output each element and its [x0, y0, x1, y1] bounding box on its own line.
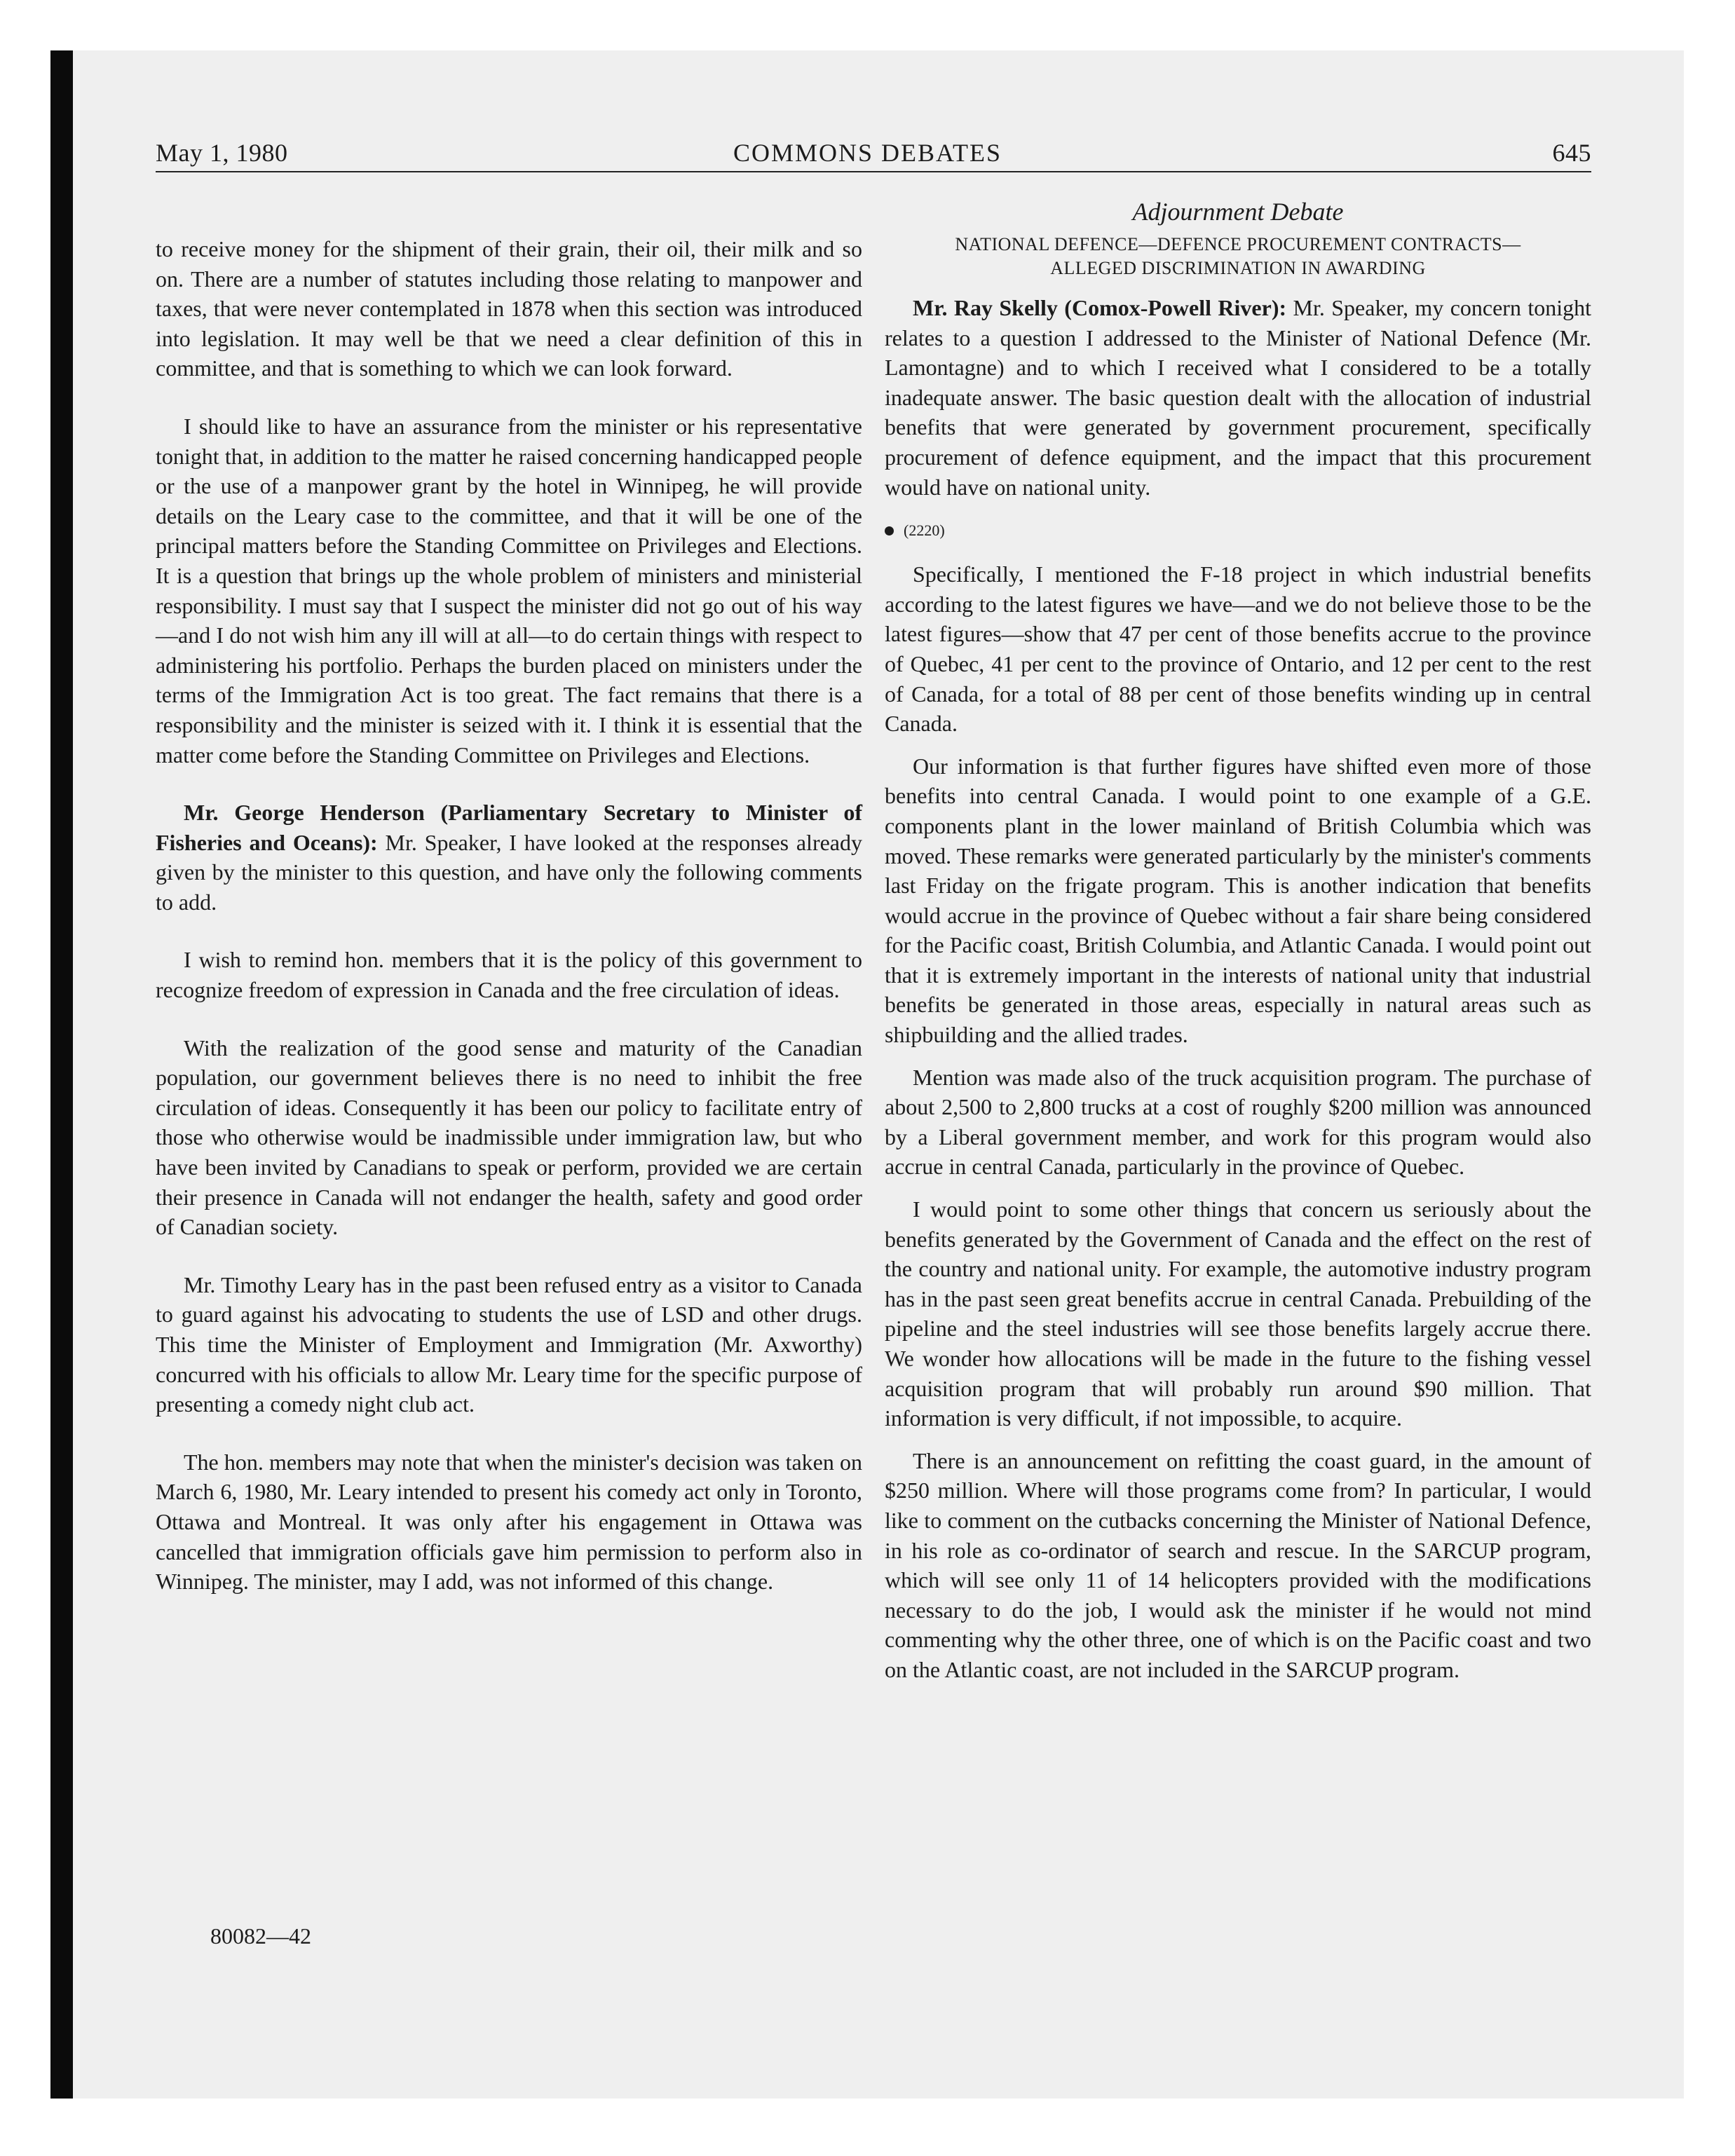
paragraph: Mention was made also of the truck acquisition program. The purchase of about 2,500 to 2,800 trucks at a cost of roughly $200 million was announced by a Liberal government member, and work for this program would also accrue in central Canada, particularly in the province of Quebec. — [885, 1064, 1591, 1180]
paragraph: I wish to remind hon. members that it is the policy of this government to recognize freedom of expression in Canada and the free circulation of ideas. — [156, 947, 862, 1003]
paragraph: I should like to have an assurance from the minister or his representative tonight that, in addition to the matter he raised concerning handicapped people or the use of a manpower grant by the hotel in Winnipeg, he will provide details on the Leary case to the committee, and that it will be one of the principal matters before the Standing Committee on Privileges and Elections. It is a question that brings up the whole problem of ministers and ministerial responsibility. I must say that I suspect the minister did not go out of his way—and I do not wish him any ill will at all—to do certain things with respect to administering his portfolio. Perhaps the burden placed on ministers under the terms of the Immigration Act is too great. The fact remains that there is a responsibility and the minister is seized with it. I think it is essential that the matter come before the Standing Committee on Privileges and Elections. — [156, 413, 862, 767]
header-page-number: 645 — [1552, 139, 1591, 167]
paragraph: I would point to some other things that concern us seriously about the benefits generated by the Government of Canada and the effect on the rest of the country and national unity. For example, the automotive industry program has in the past seen great benefits accrue in central Canada. Prebuilding of the pipeline and the steel industries will see those benefits largely accrue there. We wonder how allocations will be made in the future to the fishing vessel acquisition program that will probably run around $90 million. That information is very difficult, if not impossible, to acquire. — [885, 1196, 1591, 1431]
paragraph: Our information is that further figures have shifted even more of those benefits into central Canada. I would point to one example of a G.E. components plant in the lower mainland of British Columbia which was moved. These remarks were generated particularly by the minister's comments last Friday on the frigate program. This is another indication that benefits would accrue in the province of Quebec without a fair share being considered for the Pacific coast, British Columbia, and Atlantic Canada. I would point out that it is extremely important in the interests of national unity that industrial benefits be generated in those areas, especially in natural areas such as shipbuilding and the allied trades. — [885, 753, 1591, 1048]
paragraph: Mr. Timothy Leary has in the past been refused entry as a visitor to Canada to guard against his advocating to students the use of LSD and other drugs. This time the Minister of Employment and Immigration (Mr. Axworthy) concurred with his officials to allow Mr. Leary time for the specific purpose of presenting a comedy night club act. — [156, 1271, 862, 1417]
debate-heading-line: ALLEGED DISCRIMINATION IN AWARDING — [1050, 258, 1426, 278]
time-marker — [885, 520, 1591, 541]
bullet-icon — [885, 526, 894, 535]
speech-text: Mr. Speaker, I have looked at the responses already given by the minister to this question, and have only the following comments to add. — [156, 829, 863, 915]
right-column — [885, 196, 1591, 1685]
left-column — [156, 234, 862, 1597]
header-rule — [156, 171, 1591, 172]
scan-edge — [50, 50, 73, 2099]
speech-text: Mr. Speaker, my concern tonight relates to a question I addressed to the Minister of National Defence (Mr. Lamontagne) and to which I received what I considered to be a totally inadequate answer. The basic question dealt with the allocation of industrial benefits that were generated by government procurement, specifically procurement of defence equipment, and the impact that this procurement would have on national unity. — [885, 295, 1592, 500]
debate-heading — [885, 233, 1591, 280]
paragraph: to receive money for the shipment of their grain, their oil, their milk and so on. There are a number of statutes including those relating to manpower and taxes, that were never contemplated in 1878 when this section was introduced into legislation. It may well be that we need a clear definition of this in committee, and that is something to which we can look forward. — [156, 236, 862, 381]
section-title: Adjournment Debate — [1132, 198, 1344, 226]
time-marker-label: (2220) — [904, 521, 945, 540]
footer-code: 80082—42 — [210, 1923, 311, 1949]
speaker-name: Mr. Ray Skelly (Comox-Powell River): — [913, 295, 1287, 320]
paragraph: Specifically, I mentioned the F-18 project in which industrial benefits according to the latest figures we have—and we do not believe those to be the latest figures—show that 47 per cent of those benefits accrue to the province of Quebec, 41 per cent to the province of Ontario, and 12 per cent to the rest of Canada, for a total of 88 per cent of those benefits winding up in central Canada. — [885, 561, 1591, 737]
paragraph: With the realization of the good sense and maturity of the Canadian population, our government believes there is no need to inhibit the free circulation of ideas. Consequently it has been our policy to facilitate entry of those who otherwise would be inadmissible under immigration law, but who have been invited by Canadians to speak or perform, provided we are certain their presence in Canada will not endanger the health, safety and good order of Canadian society. — [156, 1035, 862, 1240]
header-journal-title: COMMONS DEBATES — [733, 139, 1002, 167]
paragraph: The hon. members may note that when the minister's decision was taken on March 6, 1980, Mr. Leary intended to present his comedy act only in Toronto, Ottawa and Montreal. It was only after his engagement in Ottawa was cancelled that immigration officials gave him permission to perform also in Winnipeg. The minister, may I add, was not informed of this change. — [156, 1449, 862, 1595]
speaker-name: Mr. George Henderson (Parliamentary Secretary to Minister of Fisheries and Oceans): — [156, 800, 862, 855]
speech-henderson — [156, 798, 862, 917]
debate-heading-line: NATIONAL DEFENCE—DEFENCE PROCUREMENT CONTRACTS— — [955, 234, 1521, 254]
speech-skelly — [885, 293, 1591, 502]
header-date: May 1, 1980 — [156, 139, 288, 167]
paragraph: There is an announcement on refitting the coast guard, in the amount of $250 million. Where will those programs come from? In particular, I would like to comment on the cutbacks concerning the Minister of National Defence, in his role as co-ordinator of search and rescue. In the SARCUP program, which will see only 11 of 14 helicopters provided with the modifications necessary to do the job, I would ask the minister if he would not mind commenting why the other three, one of which is on the Pacific coast and two on the Atlantic coast, are not included in the SARCUP program. — [885, 1447, 1591, 1682]
